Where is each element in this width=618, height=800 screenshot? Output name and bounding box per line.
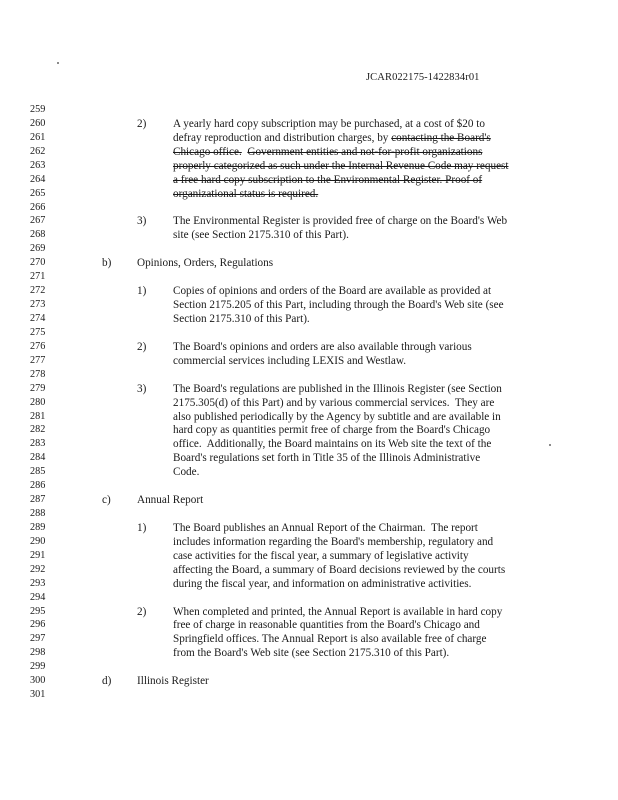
item-label: c) bbox=[102, 494, 111, 506]
line-number: 261 bbox=[30, 131, 46, 143]
line-number: 289 bbox=[30, 521, 46, 533]
document-line bbox=[0, 368, 618, 382]
text-segment: Annual Report bbox=[137, 494, 204, 506]
line-number: 270 bbox=[30, 257, 46, 269]
struck-text: properly categorized as such under the Internal Revenue Code may request bbox=[173, 159, 509, 172]
line-text bbox=[173, 549, 469, 563]
line-number: 287 bbox=[30, 494, 46, 505]
document-line bbox=[0, 493, 618, 507]
text-segment: A yearly hard copy subscription may be purchased, at a cost of $20 to bbox=[173, 117, 485, 130]
document-line bbox=[0, 340, 618, 354]
line-number: 284 bbox=[30, 452, 46, 464]
document-line bbox=[0, 521, 618, 535]
text-segment: Board's regulations set forth in Title 35 of the Illinois Administrative bbox=[173, 452, 481, 465]
line-number: 300 bbox=[30, 675, 46, 687]
line-text bbox=[173, 451, 480, 465]
struck-text: contacting the Board's bbox=[391, 131, 491, 144]
struck-text: Government entities and not-for-profit organizations bbox=[247, 145, 483, 158]
line-number: 266 bbox=[30, 201, 46, 213]
text-segment: Code. bbox=[173, 466, 200, 479]
line-number: 285 bbox=[30, 466, 46, 478]
document-line bbox=[0, 242, 618, 256]
document-line bbox=[0, 326, 618, 340]
line-text bbox=[137, 674, 209, 688]
document-line bbox=[0, 507, 618, 521]
document-line bbox=[0, 423, 618, 437]
document-line bbox=[0, 605, 618, 619]
text-segment: from the Board's Web site (see Section 2175.310 of this Part). bbox=[173, 647, 450, 660]
line-text bbox=[173, 284, 491, 298]
text-segment: affecting the Board, a summary of Board decisions reviewed by the courts bbox=[173, 563, 506, 576]
line-text bbox=[173, 535, 493, 549]
line-text bbox=[173, 382, 502, 396]
line-number: 275 bbox=[30, 326, 46, 338]
line-number: 292 bbox=[30, 563, 46, 575]
document-line bbox=[0, 535, 618, 549]
text-segment: Section 2175.205 of this Part, including through the Board's Web site (see bbox=[173, 299, 504, 311]
text-segment: 2175.305(d) of this Part) and by various commercial services. They are bbox=[173, 396, 495, 409]
line-number: 281 bbox=[30, 410, 46, 422]
document-line bbox=[0, 563, 618, 577]
item-label: 2) bbox=[137, 340, 147, 353]
line-text bbox=[137, 256, 273, 270]
item-label: 2) bbox=[137, 605, 147, 618]
document-line bbox=[0, 451, 618, 465]
line-text bbox=[137, 493, 203, 507]
line-text bbox=[173, 410, 501, 424]
text-segment: includes information regarding the Board's membership, regulatory and bbox=[173, 535, 494, 548]
line-number: 259 bbox=[30, 104, 46, 115]
text-segment: Illinois Register bbox=[137, 675, 209, 688]
document-line bbox=[0, 382, 618, 396]
text-segment: The Board's regulations are published in the Illinois Register (see Section bbox=[173, 382, 502, 395]
line-number: 272 bbox=[30, 285, 46, 297]
line-number: 288 bbox=[30, 508, 46, 519]
document-line bbox=[0, 173, 618, 187]
line-number: 298 bbox=[30, 647, 46, 659]
line-number: 296 bbox=[30, 619, 46, 631]
line-text bbox=[173, 131, 491, 145]
line-text bbox=[173, 214, 507, 228]
text-segment: The Environmental Register is provided free of charge on the Board's Web bbox=[173, 215, 508, 228]
line-text bbox=[173, 228, 349, 242]
line-text bbox=[173, 605, 502, 619]
document-line bbox=[0, 549, 618, 563]
line-text bbox=[173, 117, 485, 131]
text-segment: Copies of opinions and orders of the Board are available as provided at bbox=[173, 285, 492, 298]
document-line bbox=[0, 354, 618, 368]
line-text bbox=[173, 145, 482, 159]
document-line bbox=[0, 465, 618, 479]
text-segment: Section 2175.310 of this Part). bbox=[173, 312, 310, 325]
text-segment: during the fiscal year, and information on administrative activities. bbox=[173, 577, 472, 590]
document-line bbox=[0, 660, 618, 674]
document-line bbox=[0, 618, 618, 632]
line-number: 267 bbox=[30, 215, 46, 227]
line-text bbox=[173, 646, 449, 660]
text-segment: When completed and printed, the Annual Report is available in hard copy bbox=[173, 605, 503, 618]
document-line bbox=[0, 117, 618, 131]
line-text bbox=[173, 577, 471, 591]
item-label: 1) bbox=[137, 521, 147, 534]
line-number: 260 bbox=[30, 117, 46, 129]
document-line bbox=[0, 688, 618, 702]
document-line bbox=[0, 256, 618, 270]
document-line bbox=[0, 228, 618, 242]
line-number: 276 bbox=[30, 340, 46, 352]
struck-text: a free hard copy subscription to the Environmental Register. Proof of bbox=[173, 173, 483, 186]
line-number: 273 bbox=[30, 299, 46, 310]
line-text bbox=[173, 173, 482, 187]
line-text bbox=[173, 521, 478, 535]
line-text bbox=[173, 354, 406, 368]
line-text bbox=[173, 437, 491, 451]
line-text bbox=[173, 159, 509, 173]
text-segment: Opinions, Orders, Regulations bbox=[137, 257, 274, 270]
text-segment: defray reproduction and distribution charges, by bbox=[173, 131, 392, 144]
document-line bbox=[0, 201, 618, 215]
text-segment: case activities for the fiscal year, a summary of legislative activity bbox=[173, 549, 469, 562]
text-segment: hard copy as quantities permit free of charge from the Board's Chicago bbox=[173, 424, 491, 437]
document-line bbox=[0, 284, 618, 298]
line-text bbox=[173, 187, 318, 201]
text-segment: also published periodically by the Agency by subtitle and are available in bbox=[173, 410, 501, 423]
item-label: 2) bbox=[137, 117, 147, 130]
item-label: b) bbox=[102, 257, 112, 270]
line-text bbox=[173, 396, 494, 410]
document-line bbox=[0, 312, 618, 326]
text-segment: site (see Section 2175.310 of this Part). bbox=[173, 229, 349, 242]
line-number: 301 bbox=[30, 689, 46, 701]
document-line bbox=[0, 632, 618, 646]
line-number: 279 bbox=[30, 382, 46, 394]
line-number: 277 bbox=[30, 354, 46, 366]
item-label: d) bbox=[102, 675, 112, 688]
line-number: 263 bbox=[30, 159, 46, 171]
line-number: 265 bbox=[30, 187, 46, 199]
line-number: 299 bbox=[30, 661, 46, 673]
item-label: 3) bbox=[137, 215, 147, 228]
line-number: 294 bbox=[30, 591, 46, 603]
scan-speck bbox=[57, 62, 59, 64]
line-text bbox=[173, 618, 480, 632]
text-segment: The Board publishes an Annual Report of the Chairman. The report bbox=[173, 521, 478, 534]
line-text bbox=[173, 298, 504, 312]
line-number: 264 bbox=[30, 173, 46, 185]
document-line bbox=[0, 270, 618, 284]
struck-text: Chicago office. bbox=[173, 145, 242, 158]
line-text bbox=[173, 423, 490, 437]
document-line bbox=[0, 103, 618, 117]
line-number: 295 bbox=[30, 605, 46, 617]
document-line bbox=[0, 591, 618, 605]
line-number: 280 bbox=[30, 396, 46, 408]
document-line bbox=[0, 187, 618, 201]
text-segment: free of charge in reasonable quantities from the Board's Chicago and bbox=[173, 619, 480, 632]
line-number: 268 bbox=[30, 229, 46, 241]
item-label: 1) bbox=[137, 285, 147, 298]
line-number: 286 bbox=[30, 480, 46, 492]
text-segment: The Board's opinions and orders are also available through various bbox=[173, 340, 472, 353]
line-number: 283 bbox=[30, 438, 46, 450]
struck-text: organizational status is required. bbox=[173, 187, 319, 200]
line-number: 293 bbox=[30, 577, 46, 589]
document-line bbox=[0, 145, 618, 159]
document-line bbox=[0, 437, 618, 451]
line-text bbox=[173, 465, 199, 479]
text-segment: Springfield offices. The Annual Report is also available free of charge bbox=[173, 633, 487, 646]
document-line bbox=[0, 298, 618, 312]
line-number: 290 bbox=[30, 535, 46, 547]
line-number: 269 bbox=[30, 243, 46, 255]
document-line bbox=[0, 479, 618, 493]
text-segment: commercial services including LEXIS and Westlaw. bbox=[173, 354, 407, 367]
document-line bbox=[0, 214, 618, 228]
document-line bbox=[0, 674, 618, 688]
line-number: 278 bbox=[30, 368, 46, 380]
item-label: 3) bbox=[137, 382, 147, 395]
document-line bbox=[0, 577, 618, 591]
line-text bbox=[173, 312, 310, 326]
document-line bbox=[0, 131, 618, 145]
document-line bbox=[0, 646, 618, 660]
line-number: 297 bbox=[30, 633, 46, 645]
line-number: 282 bbox=[30, 424, 46, 436]
document-id-header: JCAR022175-1422834r01 bbox=[366, 72, 480, 83]
document-line bbox=[0, 159, 618, 173]
document-line bbox=[0, 410, 618, 424]
line-number: 274 bbox=[30, 312, 46, 324]
line-number: 291 bbox=[30, 549, 46, 561]
line-text bbox=[173, 340, 472, 354]
line-number: 262 bbox=[30, 145, 46, 157]
document-line bbox=[0, 396, 618, 410]
line-text bbox=[173, 632, 486, 646]
text-segment: office. Additionally, the Board maintains on its Web site the text of the bbox=[173, 438, 492, 451]
line-text bbox=[173, 563, 505, 577]
line-number: 271 bbox=[30, 271, 46, 283]
